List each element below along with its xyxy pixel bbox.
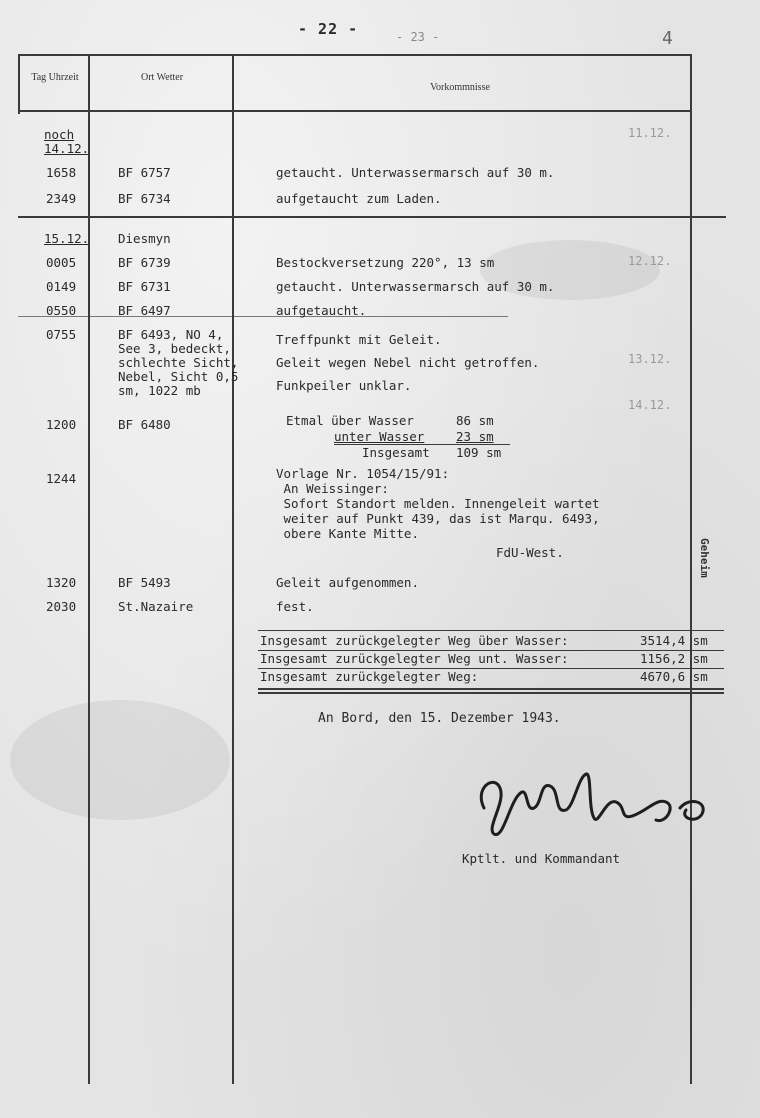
faded-margin-note: 14.12. (628, 398, 672, 412)
table-left-border (18, 54, 20, 114)
totals-double-rule (258, 688, 724, 690)
row-place: Diesmyn (118, 231, 171, 246)
row-event: fest. (276, 599, 314, 614)
column-divider-2 (232, 54, 234, 1084)
faded-margin-note: 11.12. (628, 126, 672, 140)
total-value: 3514,4 sm (640, 633, 708, 648)
row-place: BF 6480 (118, 417, 171, 432)
row-place: BF 6731 (118, 279, 171, 294)
etmal-value: 86 sm (456, 413, 494, 428)
row-place: BF 6497 (118, 303, 171, 318)
total-label: Insgesamt zurückgelegter Weg unt. Wasser: (260, 651, 569, 666)
total-label: Insgesamt zurückgelegter Weg: (260, 669, 479, 684)
row-time: 2349 (46, 191, 77, 206)
corner-mark: 4 (662, 28, 673, 49)
row-place: BF 6757 (118, 165, 171, 180)
row-event: Geleit aufgenommen. (276, 575, 419, 590)
etmal-label: Etmal über Wasser (286, 413, 414, 428)
total-value: 1156,2 sm (640, 651, 708, 666)
faint-separator (18, 316, 508, 317)
row-place: BF 6739 (118, 255, 171, 270)
header-bottom-border (18, 110, 692, 112)
etmal-label: Insgesamt (362, 445, 430, 460)
row-event: Bestockversetzung 220°, 13 sm (276, 255, 495, 270)
etmal-value: 23 sm (456, 429, 494, 444)
row-time: 0755 (46, 327, 77, 342)
row-place: BF 6734 (118, 191, 171, 206)
faded-margin-note: 12.12. (628, 254, 672, 268)
row-event: aufgetaucht zum Laden. (276, 191, 442, 206)
row-event: Treffpunkt mit Geleit. Geleit wegen Nebel nicht getroffen. Funkpeiler unklar. (276, 332, 540, 393)
total-label: Insgesamt zurückgelegter Weg über Wasser: (260, 633, 569, 648)
row-time: 1200 (46, 417, 77, 432)
row-event: aufgetaucht. (276, 303, 367, 318)
header-place: Ort Wetter (140, 72, 184, 83)
etmal-label: unter Wasser (334, 429, 425, 444)
totals-top-rule (258, 630, 724, 631)
row-place: BF 6493, NO 4, See 3, bedeckt, schlechte Sicht, Nebel, Sicht 0,5 sm, 1022 mb (118, 327, 239, 398)
row-event: getaucht. Unterwassermarsch auf 30 m. (276, 279, 555, 294)
column-divider-3 (690, 54, 692, 1084)
faded-margin-note: 13.12. (628, 352, 672, 366)
row-time: 1658 (46, 165, 77, 180)
row-time: 1244 (46, 471, 77, 486)
page-number-faded: - 23 - (396, 30, 440, 44)
handwritten-signature (470, 768, 720, 848)
row-time: 0550 (46, 303, 77, 318)
header-events: Vorkommnisse (430, 82, 490, 93)
row-time: noch 14.12. (44, 127, 90, 156)
row-time: 0149 (46, 279, 77, 294)
row-time: 2030 (46, 599, 77, 614)
page-number: - 22 - (298, 20, 359, 38)
row-time: 0005 (46, 255, 77, 270)
signatory-title: Kptlt. und Kommandant (462, 851, 621, 866)
total-value: 4670,6 sm (640, 669, 708, 684)
header-time: Tag Uhrzeit (31, 72, 79, 83)
row-event: getaucht. Unterwassermarsch auf 30 m. (276, 165, 555, 180)
table-top-border (18, 54, 692, 56)
row-event: Vorlage Nr. 1054/15/91: An Weissinger: Sofort Standort melden. Innengeleit wartet weiter auf Punkt 439, das ist Marqu. 6493, obere Kante Mitte. (276, 466, 600, 541)
paper-stain (10, 700, 230, 820)
signature-from: FdU-West. (496, 545, 564, 560)
column-divider-1 (88, 54, 90, 1084)
row-time: 1320 (46, 575, 77, 590)
row-place: BF 5493 (118, 575, 171, 590)
side-stamp: Geheim (698, 538, 711, 578)
row-place: St.Nazaire (118, 599, 194, 614)
closing-line: An Bord, den 15. Dezember 1943. (318, 711, 561, 726)
row-time: 15.12. (44, 231, 90, 246)
day-separator (18, 216, 726, 218)
etmal-value: 109 sm (456, 445, 502, 460)
totals-double-rule (258, 692, 724, 694)
